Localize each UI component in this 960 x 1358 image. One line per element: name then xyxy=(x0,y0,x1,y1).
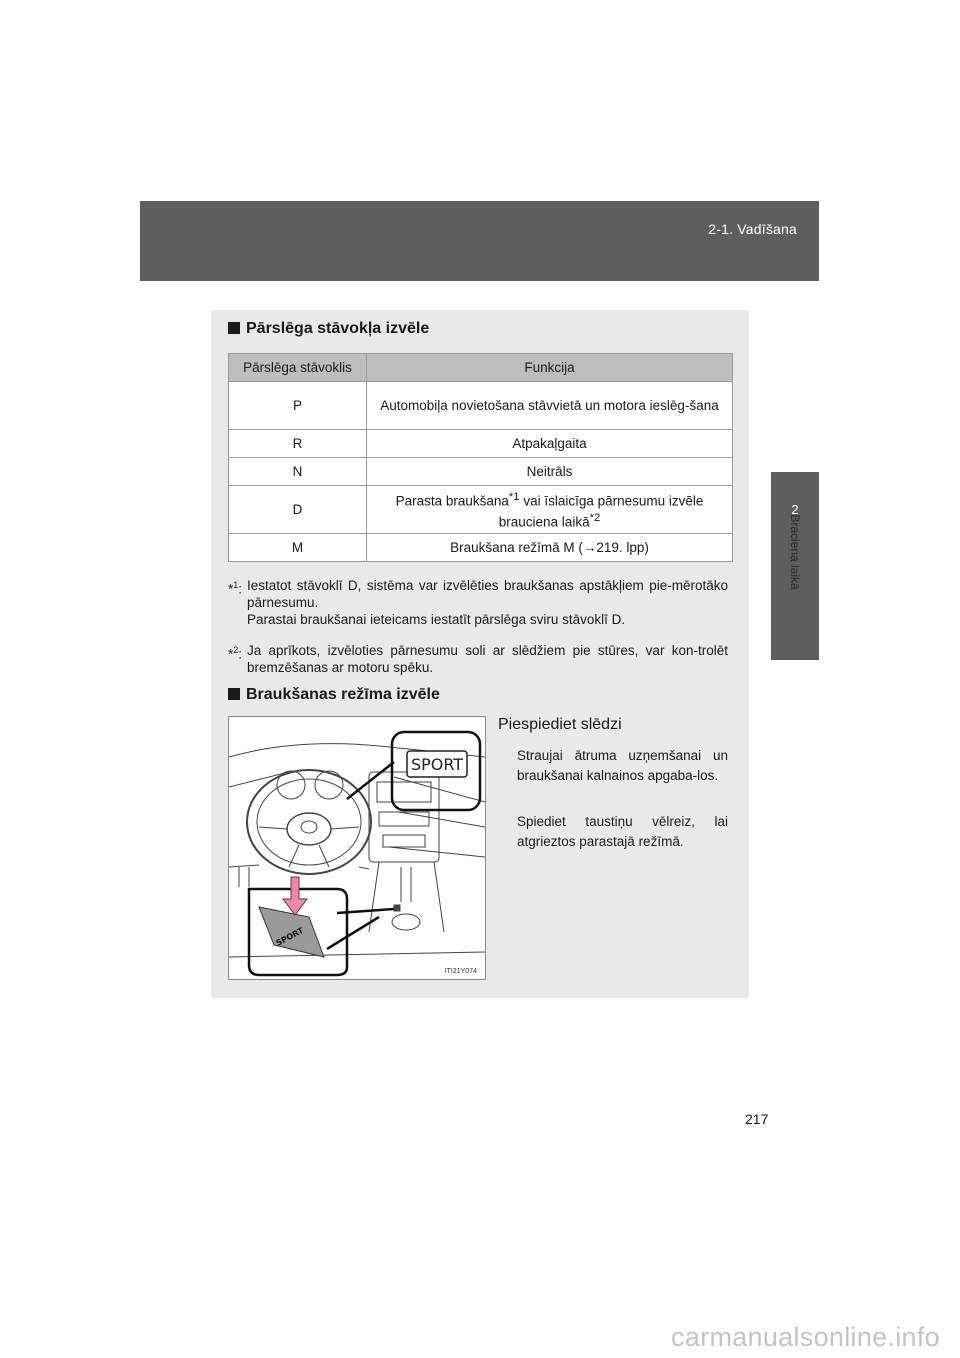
footnote-body xyxy=(228,642,728,676)
page-number: 217 xyxy=(745,1111,769,1127)
chapter-label-text: Braciena laikā xyxy=(788,514,802,590)
action-title: Piespiediet slēdzi xyxy=(498,716,622,733)
footnote-text: Ja aprīkots, izvēloties pārnesumu soli ar slēdžiem pie stūres, var kon-trolēt bremzēšanas ar motoru spēku. xyxy=(247,643,728,675)
footnote-number: 2 xyxy=(233,645,239,655)
dashboard-illustration xyxy=(228,716,486,980)
table-header-function: Funkcija xyxy=(367,354,733,382)
footnote-mark: *$^2$: xyxy=(228,645,243,662)
section-heading-text: Braukšanas režīma izvēle xyxy=(246,686,440,703)
table-row xyxy=(229,382,733,430)
table-header-row xyxy=(229,354,733,382)
watermark: carmanualsonline.info xyxy=(671,1322,940,1352)
sport-button-label: SPORT xyxy=(274,925,306,948)
sport-badge-text: SPORT xyxy=(410,755,464,774)
chapter-number: 2 xyxy=(791,502,799,517)
table-cell-position: D xyxy=(229,486,367,534)
table-cell-position: N xyxy=(229,458,367,486)
footnote-2 xyxy=(228,642,728,676)
function-text-a: Parasta braukšana xyxy=(395,493,509,509)
table-cell-function: Automobiļa novietošana stāvvietā un motora ieslēg-šana xyxy=(367,382,733,430)
section-heading-shift xyxy=(228,320,429,338)
table-cell-function: Braukšana režīmā M (→219. lpp) xyxy=(367,534,733,562)
footnote-text-2: Parastai braukšanai ieteicams iestatīt pārslēga sviru stāvoklī D. xyxy=(247,612,626,627)
square-bullet-icon xyxy=(228,322,240,334)
section-heading-mode xyxy=(228,686,440,704)
shift-table xyxy=(228,353,733,562)
footnote-text: Iestatot stāvoklī D, sistēma var izvēlēties braukšanas apstākļiem pie-mērotāko pārnesumu. xyxy=(247,578,728,610)
table-row xyxy=(229,430,733,458)
footnote-mark: *$^1$: xyxy=(228,580,243,597)
table-cell-position: R xyxy=(229,430,367,458)
action-paragraph-1: Straujai ātruma uzņemšanai un braukšanai kalnainos apgaba-los. xyxy=(517,748,728,783)
footnote-star: * xyxy=(228,646,234,662)
table-cell-function: Neitrāls xyxy=(367,458,733,486)
footnote-1 xyxy=(228,577,728,628)
dashboard-drawing xyxy=(229,717,485,979)
footnote-body xyxy=(228,577,728,628)
footnote-ref: *2 xyxy=(589,511,601,524)
table-row xyxy=(229,486,733,534)
press-arrow-icon xyxy=(283,877,307,915)
table-cell-function xyxy=(367,486,733,534)
table-row xyxy=(229,458,733,486)
header-band xyxy=(140,201,819,281)
footnote-star: * xyxy=(228,581,234,597)
table-header-position: Pārslēga stāvoklis xyxy=(229,354,367,382)
footnote-number: 1 xyxy=(233,580,239,590)
footnote-ref: *1 xyxy=(508,491,520,503)
section-heading-text: Pārslēga stāvokļa izvēle xyxy=(246,320,430,337)
table-cell-position: M xyxy=(229,534,367,562)
function-text-b: vai īslaicīga pārnesumu izvēle brauciena laikā xyxy=(498,493,704,529)
table-row xyxy=(229,534,733,562)
action-paragraph-2: Spiediet taustiņu vēlreiz, lai atgrieztos parastajā režīmā. xyxy=(517,814,728,849)
square-bullet-icon xyxy=(228,688,240,700)
table-cell-function: Atpakaļgaita xyxy=(367,430,733,458)
section-title: 2-1. Vadīšana xyxy=(708,221,797,237)
illustration-code: ITI21Y074 xyxy=(444,968,477,975)
table-cell-position: P xyxy=(229,382,367,430)
